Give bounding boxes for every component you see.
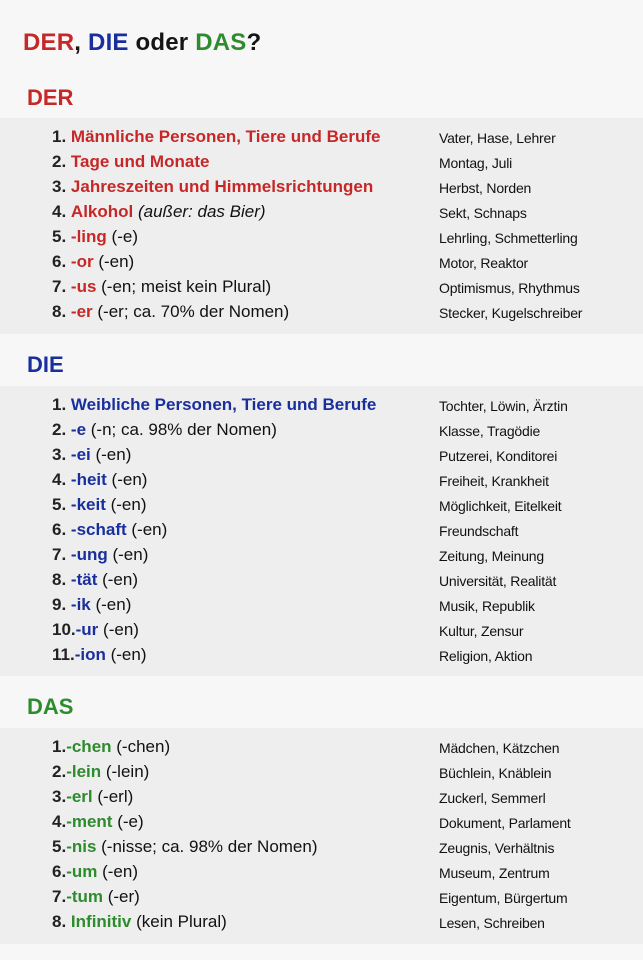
item-note: (-en) xyxy=(90,595,132,614)
item-note: (-en) xyxy=(97,570,138,589)
list-item xyxy=(0,444,643,469)
list-item xyxy=(0,126,643,151)
item-number: 7. xyxy=(52,277,67,296)
list-item xyxy=(0,594,643,619)
item-number: 4. xyxy=(52,812,67,831)
list-item xyxy=(0,544,643,569)
item-note: (-n; ca. 98% der Nomen) xyxy=(86,420,277,439)
item-number: 2. xyxy=(52,420,67,439)
list-item xyxy=(0,569,643,594)
item-examples: Zuckerl, Semmerl xyxy=(439,790,546,806)
item-note: (-lein) xyxy=(101,762,150,781)
item-note: (-en; meist kein Plural) xyxy=(96,277,272,296)
item-examples: Museum, Zentrum xyxy=(439,865,550,881)
section-heading-das: DAS xyxy=(27,694,74,719)
item-keyword: Männliche Personen, Tiere und Berufe xyxy=(70,127,381,146)
list-item xyxy=(0,494,643,519)
item-examples: Religion, Aktion xyxy=(439,648,533,664)
title-oder: oder xyxy=(128,29,196,56)
title-question-mark: ? xyxy=(246,29,262,56)
section-die xyxy=(0,386,643,676)
item-examples: Lehrling, Schmetterling xyxy=(439,230,578,246)
list-item xyxy=(0,861,643,886)
list-item xyxy=(0,394,643,419)
item-examples: Freundschaft xyxy=(439,523,519,539)
list-item xyxy=(0,226,643,251)
item-keyword: -erl xyxy=(66,787,93,806)
item-number: 8. xyxy=(52,302,67,321)
item-examples: Stecker, Kugelschreiber xyxy=(439,305,583,321)
item-examples: Büchlein, Knäblein xyxy=(439,765,552,781)
item-keyword: Jahreszeiten und Himmelsrichtungen xyxy=(70,177,374,196)
item-examples: Möglichkeit, Eitelkeit xyxy=(439,498,562,514)
item-keyword: Infinitiv xyxy=(70,912,132,931)
item-number: 6. xyxy=(52,862,67,881)
list-item xyxy=(0,761,643,786)
list-item xyxy=(0,201,643,226)
item-number: 1. xyxy=(52,737,67,756)
item-examples: Zeugnis, Verhältnis xyxy=(439,840,555,856)
list-item xyxy=(0,786,643,811)
item-number: 4. xyxy=(52,202,67,221)
item-examples: Motor, Reaktor xyxy=(439,255,529,271)
item-keyword: -schaft xyxy=(70,520,127,539)
item-note: (-en) xyxy=(93,252,135,271)
list-item xyxy=(0,911,643,936)
item-examples: Dokument, Parlament xyxy=(439,815,571,831)
list-item xyxy=(0,419,643,444)
item-number: 11. xyxy=(52,645,75,664)
item-note: (außer: das Bier) xyxy=(133,202,266,221)
item-examples: Universität, Realität xyxy=(439,573,557,589)
item-note: (kein Plural) xyxy=(131,912,227,931)
item-number: 3. xyxy=(52,787,67,806)
item-note: (-er) xyxy=(103,887,140,906)
item-examples: Vater, Hase, Lehrer xyxy=(439,130,556,146)
item-number: 1. xyxy=(52,395,67,414)
item-number: 1. xyxy=(52,127,67,146)
item-keyword: -nis xyxy=(66,837,97,856)
list-item xyxy=(0,276,643,301)
item-number: 7. xyxy=(52,545,67,564)
list-item xyxy=(0,301,643,326)
item-number: 8. xyxy=(52,570,67,589)
item-keyword: -or xyxy=(70,252,94,271)
item-number: 5. xyxy=(52,837,67,856)
list-item xyxy=(0,251,643,276)
item-number: 8. xyxy=(52,912,67,931)
list-item xyxy=(0,886,643,911)
item-keyword: -um xyxy=(66,862,98,881)
item-keyword: -tät xyxy=(70,570,98,589)
section-der xyxy=(0,118,643,334)
item-note: (-en) xyxy=(105,495,147,514)
title-der: DER xyxy=(23,29,75,56)
item-examples: Herbst, Norden xyxy=(439,180,532,196)
list-item xyxy=(0,836,643,861)
item-number: 3. xyxy=(52,177,67,196)
item-note: (-chen) xyxy=(111,737,171,756)
item-examples: Tochter, Löwin, Ärztin xyxy=(439,398,568,414)
section-heading-der: DER xyxy=(27,85,74,110)
item-examples: Optimismus, Rhythmus xyxy=(439,280,580,296)
item-note: (-en) xyxy=(97,862,138,881)
item-keyword: -ik xyxy=(70,595,91,614)
item-keyword: Tage und Monate xyxy=(70,152,210,171)
item-note: (-nisse; ca. 98% der Nomen) xyxy=(96,837,318,856)
item-keyword: -heit xyxy=(70,470,107,489)
item-number: 6. xyxy=(52,252,67,271)
item-keyword: -er xyxy=(70,302,93,321)
item-keyword: -e xyxy=(70,420,87,439)
title-die: DIE xyxy=(88,29,129,56)
item-examples: Lesen, Schreiben xyxy=(439,915,545,931)
item-examples: Mädchen, Kätzchen xyxy=(439,740,560,756)
item-keyword: -ment xyxy=(66,812,113,831)
item-keyword: -tum xyxy=(66,887,104,906)
list-item xyxy=(0,519,643,544)
list-item xyxy=(0,176,643,201)
item-examples: Eigentum, Bürgertum xyxy=(439,890,568,906)
item-examples: Montag, Juli xyxy=(439,155,513,171)
item-number: 3. xyxy=(52,445,67,464)
item-keyword: -lein xyxy=(66,762,102,781)
title-separator: , xyxy=(74,29,89,56)
item-keyword: -ling xyxy=(70,227,107,246)
item-keyword: Alkohol xyxy=(70,202,134,221)
item-note: (-en) xyxy=(106,470,148,489)
item-keyword: -ung xyxy=(70,545,108,564)
item-note: (-en) xyxy=(98,620,139,639)
page-title xyxy=(23,29,261,57)
list-item xyxy=(0,736,643,761)
list-item xyxy=(0,469,643,494)
item-number: 5. xyxy=(52,227,67,246)
item-number: 4. xyxy=(52,470,67,489)
item-keyword: -chen xyxy=(66,737,112,756)
list-item xyxy=(0,151,643,176)
item-note: (-e) xyxy=(106,227,138,246)
item-note: (-en) xyxy=(126,520,168,539)
item-note: (-en) xyxy=(107,545,149,564)
item-keyword: -keit xyxy=(70,495,106,514)
item-examples: Zeitung, Meinung xyxy=(439,548,544,564)
item-examples: Musik, Republik xyxy=(439,598,535,614)
item-note: (-e) xyxy=(112,812,144,831)
item-number: 9. xyxy=(52,595,67,614)
item-examples: Kultur, Zensur xyxy=(439,623,524,639)
section-das xyxy=(0,728,643,944)
item-keyword: -us xyxy=(70,277,97,296)
list-item xyxy=(0,811,643,836)
item-keyword: -ur xyxy=(75,620,99,639)
item-keyword: -ei xyxy=(70,445,91,464)
item-number: 2. xyxy=(52,152,67,171)
list-item xyxy=(0,644,643,669)
section-heading-die: DIE xyxy=(27,352,64,377)
item-examples: Freiheit, Krankheit xyxy=(439,473,549,489)
title-das: DAS xyxy=(195,29,247,56)
item-number: 6. xyxy=(52,520,67,539)
item-number: 5. xyxy=(52,495,67,514)
item-note: (-en) xyxy=(90,445,132,464)
item-number: 10. xyxy=(52,620,76,639)
item-note: (-er; ca. 70% der Nomen) xyxy=(92,302,290,321)
item-examples: Putzerei, Konditorei xyxy=(439,448,558,464)
item-keyword: -ion xyxy=(74,645,106,664)
item-number: 7. xyxy=(52,887,67,906)
list-item xyxy=(0,619,643,644)
item-note: (-en) xyxy=(105,645,147,664)
item-note: (-erl) xyxy=(92,787,134,806)
item-examples: Sekt, Schnaps xyxy=(439,205,527,221)
item-examples: Klasse, Tragödie xyxy=(439,423,541,439)
item-keyword: Weibliche Personen, Tiere und Berufe xyxy=(70,395,377,414)
item-number: 2. xyxy=(52,762,67,781)
